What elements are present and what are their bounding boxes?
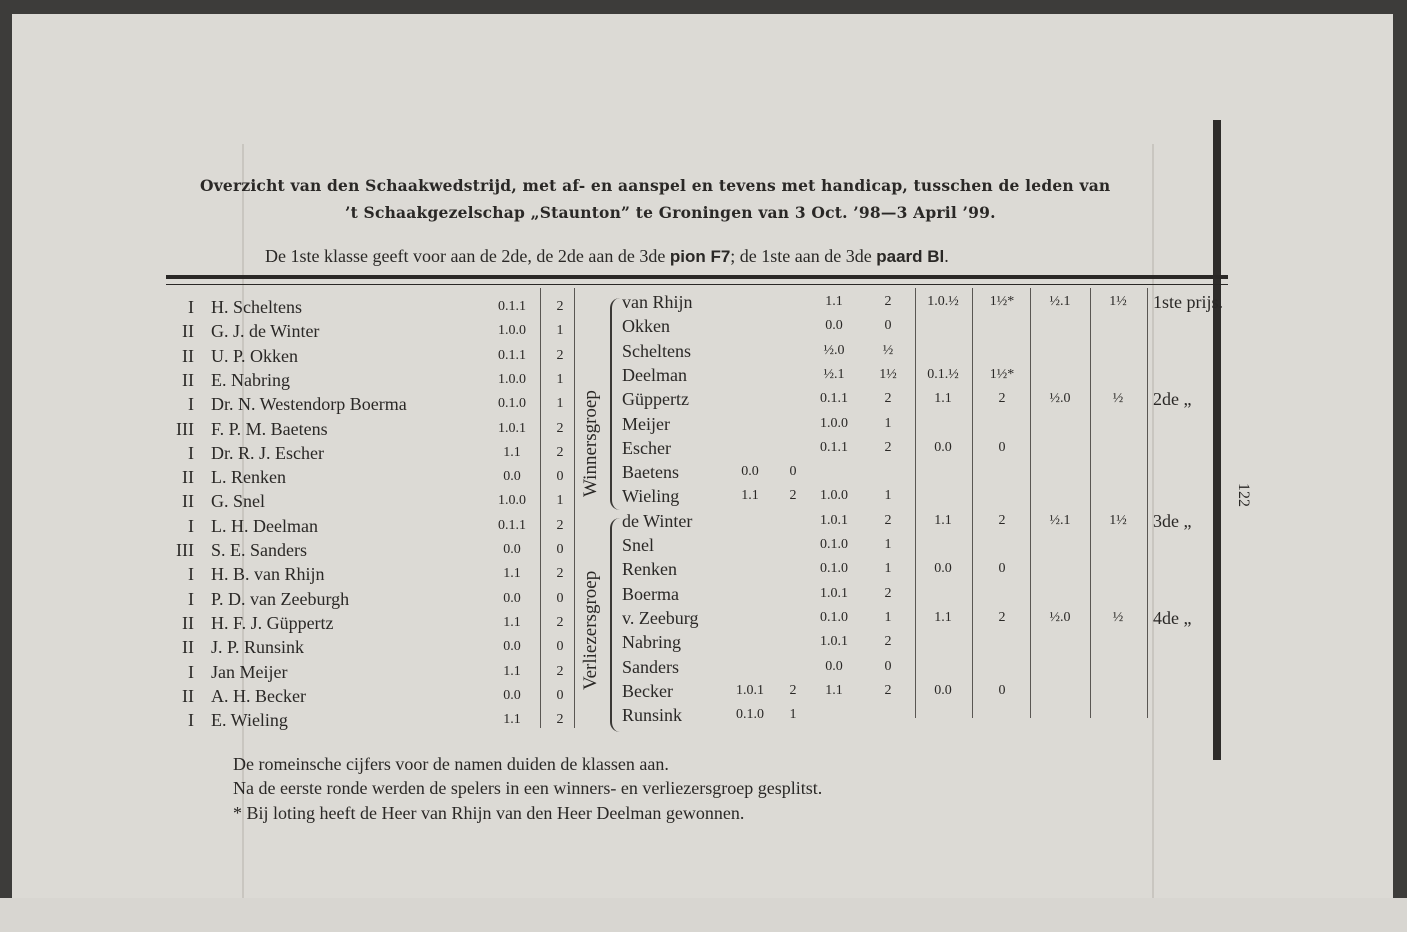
player-name: P. D. van Zeeburgh (211, 588, 350, 609)
player-name: F. P. M. Baetens (211, 418, 328, 439)
column-rule (1090, 288, 1091, 718)
round3-points: 2 (884, 294, 892, 309)
round5-points: 1½ (1109, 512, 1127, 528)
table-top-rule (166, 275, 1228, 279)
round3-score: 1.1 (825, 682, 843, 698)
title-line-2: ’t Schaakgezelschap „Staunton” te Groningen van 3 Oct. ’98—3 April ’99. (345, 203, 996, 222)
round1-points: 2 (556, 614, 564, 630)
player-name: G. Snel (211, 491, 265, 512)
round3-score: 0.0 (825, 318, 843, 334)
round3-points: 1½ (879, 366, 897, 382)
player-class: I (188, 661, 194, 682)
round1-score: 0.0 (503, 687, 521, 703)
round3-points: 1 (884, 415, 892, 431)
round2-points: 0 (789, 464, 797, 480)
player-name: L. H. Deelman (211, 515, 318, 536)
round3-score: 1.0.1 (820, 634, 848, 650)
round2-score: 0.0 (741, 464, 759, 480)
round1-points: 1 (556, 371, 564, 387)
losers-brace (610, 518, 622, 732)
column-rule (972, 288, 973, 718)
round1-points: 2 (556, 299, 564, 314)
round1-points: 0 (556, 469, 564, 485)
page-bottom-edge (0, 898, 1407, 932)
round4-points: 2 (998, 512, 1006, 528)
prize-label: 2de „ (1153, 389, 1192, 410)
player-class: II (182, 345, 194, 366)
player-class: II (182, 612, 194, 633)
player-class: I (188, 564, 194, 585)
round2-player-name: Scheltens (622, 340, 691, 361)
player-class: II (182, 467, 194, 488)
round3-points: 2 (884, 585, 892, 601)
round4-points: 1½* (989, 366, 1015, 382)
handicap-text-1: De 1ste klasse geeft voor aan de 2de, de 2de aan de 3de (265, 246, 670, 266)
player-class: III (176, 418, 194, 439)
round3-points: 0 (884, 658, 892, 674)
handicap-text-2: ; de 1ste aan de 3de (730, 246, 877, 266)
round1-score: 0.1.1 (498, 347, 526, 363)
round1-score: 0.1.0 (498, 396, 526, 412)
round1-points: 2 (556, 420, 564, 436)
round4-points: 0 (998, 439, 1006, 455)
round3-score: 0.1.0 (820, 561, 848, 577)
round3-points: 2 (884, 512, 892, 528)
round2-points: 2 (789, 488, 797, 504)
player-name: Dr. N. Westendorp Boerma (211, 394, 407, 415)
round1-score: 0.1.1 (498, 517, 526, 533)
prize-label: 1ste prijs. (1153, 292, 1223, 312)
player-name: E. Wieling (211, 710, 288, 731)
round3-points: ½ (882, 342, 894, 358)
round5-points: ½ (1112, 609, 1124, 625)
round1-score: 1.1 (503, 614, 521, 630)
player-class: II (182, 685, 194, 706)
round2-player-name: Deelman (622, 364, 687, 385)
player-class: II (182, 491, 194, 512)
round1-score: 1.0.0 (498, 493, 526, 509)
round5-score: ½.1 (1049, 512, 1071, 528)
player-class: III (176, 540, 194, 560)
round2-points: 2 (789, 682, 797, 698)
player-name: H. Scheltens (211, 297, 302, 317)
round3-points: 2 (884, 391, 892, 407)
round1-points: 2 (556, 566, 564, 582)
player-class: I (188, 515, 194, 536)
round2-points: 1 (789, 707, 797, 723)
page-edge-shadow (1213, 120, 1221, 760)
player-name: G. J. de Winter (211, 321, 320, 342)
round4-points: 1½* (989, 294, 1015, 309)
round1-points: 1 (556, 323, 564, 339)
winners-brace (610, 298, 622, 510)
round2-player-name: Boerma (622, 583, 679, 604)
round3-score: 0.1.1 (820, 439, 848, 455)
winners-group-label: Winnersgroep (580, 390, 601, 497)
player-name: H. F. J. Güppertz (211, 612, 334, 633)
handicap-line (265, 246, 949, 267)
round2-player-name: v. Zeeburg (622, 607, 699, 628)
round3-score: 1.1 (825, 294, 843, 309)
round2-player-name: Escher (622, 437, 671, 458)
player-name: H. B. van Rhijn (211, 564, 325, 585)
round4-score: 0.0 (934, 682, 952, 698)
round2-player-name: Güppertz (622, 389, 689, 410)
handicap-bold-2: paard Bl (876, 247, 945, 266)
round1-score: 1.1 (503, 566, 521, 582)
player-name: S. E. Sanders (211, 540, 307, 560)
round1-points: 0 (556, 687, 564, 703)
player-name: Dr. R. J. Escher (211, 442, 324, 463)
note-classes: De romeinsche cijfers voor de namen duiden de klassen aan. (233, 754, 669, 774)
round5-score: ½.1 (1049, 294, 1071, 309)
round4-points: 0 (998, 561, 1006, 577)
player-class: II (182, 321, 194, 342)
round1-score: 1.1 (503, 663, 521, 679)
player-class: II (182, 637, 194, 658)
round4-score: 1.1 (934, 512, 952, 528)
round2-player-name: Nabring (622, 632, 681, 653)
round3-score: 1.0.1 (820, 512, 848, 528)
round4-score: 1.1 (934, 391, 952, 407)
round1-points: 2 (556, 517, 564, 533)
round3-points: 0 (884, 318, 892, 334)
round1-points: 2 (556, 444, 564, 460)
round4-score: 0.0 (934, 439, 952, 455)
round4-points: 2 (998, 609, 1006, 625)
column-rule (1147, 288, 1148, 718)
round2-player-name: Becker (622, 680, 673, 701)
round2-score: 1.0.1 (736, 682, 764, 698)
player-name: J. P. Runsink (211, 637, 305, 658)
round3-points: 1 (884, 537, 892, 552)
player-class: I (188, 710, 194, 731)
round5-points: 1½ (1109, 294, 1127, 309)
player-class: II (182, 369, 194, 390)
round2-player-name: Baetens (622, 462, 679, 483)
player-name: Jan Meijer (211, 661, 288, 682)
player-class: I (188, 297, 194, 317)
round1-points: 0 (556, 639, 564, 655)
losers-group-label: Verliezersgroep (580, 570, 601, 690)
round2-player-name: Wieling (622, 486, 680, 507)
round1-score: 0.0 (503, 469, 521, 485)
round3-score: 0.1.0 (820, 537, 848, 552)
round1-score: 0.0 (503, 542, 521, 557)
player-name: A. H. Becker (211, 685, 306, 706)
round2-player-name: van Rhijn (622, 292, 693, 312)
round5-points: ½ (1112, 391, 1124, 407)
round2-player-name: de Winter (622, 510, 693, 531)
player-name: E. Nabring (211, 369, 290, 390)
note-groups: Na de eerste ronde werden de spelers in een winners- en verliezersgroep gesplitst. (233, 778, 823, 798)
round2-player-name: Snel (622, 535, 655, 555)
round3-score: ½.1 (823, 366, 845, 382)
round1-points: 1 (556, 493, 564, 509)
round1-points: 1 (556, 396, 564, 412)
player-name: L. Renken (211, 467, 286, 488)
round2-player-name: Renken (622, 559, 677, 580)
round1-points: 2 (556, 712, 564, 728)
round1-score: 1.0.0 (498, 371, 526, 387)
round3-score: 0.0 (825, 658, 843, 674)
round4-score: 0.1.½ (927, 366, 959, 382)
player-name: U. P. Okken (211, 345, 299, 366)
round1-score: 1.1 (503, 444, 521, 460)
round3-score: ½.0 (823, 342, 845, 358)
round1-score: 0.0 (503, 590, 521, 606)
round2-player-name: Okken (622, 316, 670, 337)
round1-score: 1.1 (503, 712, 521, 728)
round3-points: 1 (884, 488, 892, 504)
round4-points: 2 (998, 391, 1006, 407)
title-line-1: Overzicht van den Schaakwedstrijd, met af- en aanspel en tevens met handicap, tusschen de leden van (200, 176, 1111, 195)
page-number: 122 (1235, 483, 1252, 507)
round1-points: 0 (556, 542, 564, 557)
player-class: I (188, 394, 194, 415)
round3-points: 2 (884, 439, 892, 455)
round5-score: ½.0 (1049, 391, 1071, 407)
round3-points: 2 (884, 682, 892, 698)
round3-points: 2 (884, 634, 892, 650)
note-lottery: * Bij loting heeft de Heer van Rhijn van den Heer Deelman gewonnen. (233, 803, 745, 823)
round1-points: 2 (556, 663, 564, 679)
column-rule (1030, 288, 1031, 718)
round2-player-name: Meijer (622, 413, 670, 434)
handicap-text-3: . (944, 246, 949, 266)
round2-score: 1.1 (741, 488, 759, 504)
round2-player-name: Sanders (622, 656, 679, 677)
round3-score: 0.1.0 (820, 609, 848, 625)
round3-points: 1 (884, 609, 892, 625)
round3-score: 0.1.1 (820, 391, 848, 407)
prize-label: 4de „ (1153, 607, 1192, 628)
round4-score: 0.0 (934, 561, 952, 577)
round4-score: 1.0.½ (927, 294, 959, 309)
round4-points: 0 (998, 682, 1006, 698)
round1-score: 0.1.1 (498, 299, 526, 314)
round3-score: 1.0.1 (820, 585, 848, 601)
round3-points: 1 (884, 561, 892, 577)
round3-score: 1.0.0 (820, 415, 848, 431)
round5-score: ½.0 (1049, 609, 1071, 625)
round3-score: 1.0.0 (820, 488, 848, 504)
round1-points: 2 (556, 347, 564, 363)
round1-points: 0 (556, 590, 564, 606)
round4-score: 1.1 (934, 609, 952, 625)
player-class: I (188, 588, 194, 609)
player-class: I (188, 442, 194, 463)
round1-score: 0.0 (503, 639, 521, 655)
round1-score: 1.0.0 (498, 323, 526, 339)
table-top-thin-rule (166, 284, 1228, 285)
handicap-bold-1: pion F7 (669, 247, 731, 266)
round2-player-name: Runsink (622, 705, 683, 726)
round2-score: 0.1.0 (736, 707, 764, 723)
prize-label: 3de „ (1153, 510, 1192, 531)
round1-score: 1.0.1 (498, 420, 526, 436)
